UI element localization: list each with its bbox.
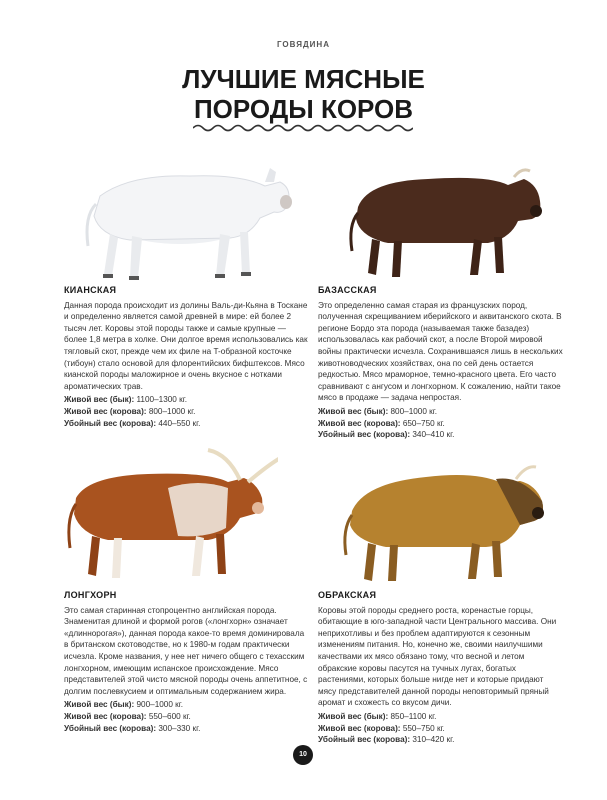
breed-name: БАЗАССКАЯ: [318, 285, 377, 295]
stat-row: Живой вес (корова): 800–1000 кг.: [64, 406, 196, 416]
stat-row: Живой вес (корова): 650–750 кг.: [318, 418, 445, 428]
stat-row: Убойный вес (корова): 310–420 кг.: [318, 735, 455, 745]
stat-row: Убойный вес (корова): 440–550 кг.: [64, 418, 201, 428]
stat-row: Живой вес (бык): 900–1000 кг.: [64, 700, 184, 710]
breed-name: ОБРАКСКАЯ: [318, 590, 377, 600]
stat-row: Живой вес (бык): 850–1100 кг.: [318, 711, 437, 721]
stat-row: Живой вес (корова): 550–750 кг.: [318, 723, 445, 733]
section-label: ГОВЯДИНА: [277, 40, 330, 49]
stat-row: Живой вес (бык): 800–1000 кг.: [318, 406, 438, 416]
aubrac-cow-image: [336, 455, 551, 585]
breed-name: ЛОНГХОРН: [64, 590, 117, 600]
breed-description: Это самая старинная стопроцентно английская порода. Знаменитая длиной и формой рогов («лонгхорн» означает «длиннорогая»), данная порода какое-то время доминировала в британском скотоводстве, но к 1980-м годам практически исчезла. Кроме названия, у нее нет ничего общего с техасским лонгхорном, имеющим испанское происхождение. Мясо представителей этой чисто мясной породы очень аппетитное, с долгим послевкусием и оптимальным содержанием жира.: [64, 605, 308, 696]
breed-name: КИАНСКАЯ: [64, 285, 117, 295]
stat-row: Убойный вес (корова): 340–410 кг.: [318, 430, 455, 440]
longhorn-cow-image: [58, 448, 278, 584]
title-line-1: ЛУЧШИЕ МЯСНЫЕ: [182, 64, 425, 94]
breed-aubrac: [318, 590, 563, 746]
page-title: [0, 64, 607, 124]
breed-chianina: [64, 285, 309, 429]
breed-description: Коровы этой породы среднего роста, коренастые горцы, обитающие в юго-западной части Центрального массива. Они неприхотливы и без проблем адаптируются к сезонным изменениям питания. Но, конечно же, своими наилучшими качествами их мясо обязано тому, что весной и летом обракские коровы пасутся на тучных лугах, богатых растениями, которых больше нигде нет и которые придают мясу представителей данной породы неповторимый пряный аромат и схожесть со вкусом дичи.: [318, 605, 557, 708]
bazadaise-cow-image: [338, 155, 548, 283]
breed-bazadaise: [318, 285, 563, 441]
page-number: 10: [293, 745, 313, 765]
stat-row: Живой вес (бык): 1100–1300 кг.: [64, 395, 187, 405]
breed-description: Это определенно самая старая из французских пород, полученная скрещиванием иберийского и аквитанского скота. В регионе Бордо эта порода (называемая также базадез) использовалась как рабочий скот, а после Второй мировой войны практически исчезла. Сохранившаяся лишь в нескольких животноводческих хозяйствах, она по сей день остается редкостью. Мясо мраморное, темно-красного цвета. Его часто сравнивают с ангусом и лонгхорном. К сожалению, найти такое мясо в продаже — задача непростая.: [318, 300, 563, 403]
chianina-cow-image: [70, 146, 295, 286]
stat-row: Живой вес (корова): 550–600 кг.: [64, 711, 191, 721]
stat-row: Убойный вес (корова): 300–330 кг.: [64, 723, 201, 733]
title-line-2: ПОРОДЫ КОРОВ: [193, 94, 414, 124]
breed-description: Данная порода происходит из долины Валь-ди-Кьяна в Тоскане и определенно является самой древней в мире: ей более 2 тысяч лет. Коровы этой породы также и самые крупные — более 1,8 метра в холке. Они долгое время использовались как тягловый скот, прежде чем их филе на T-образной косточке (тибоун) стало основой для флорентийских бифштексов. Мясо кианской породы маложирное и очень вкусное с нотками ароматических трав.: [64, 300, 308, 391]
wave-divider: [193, 122, 413, 134]
breed-longhorn: [64, 590, 309, 734]
